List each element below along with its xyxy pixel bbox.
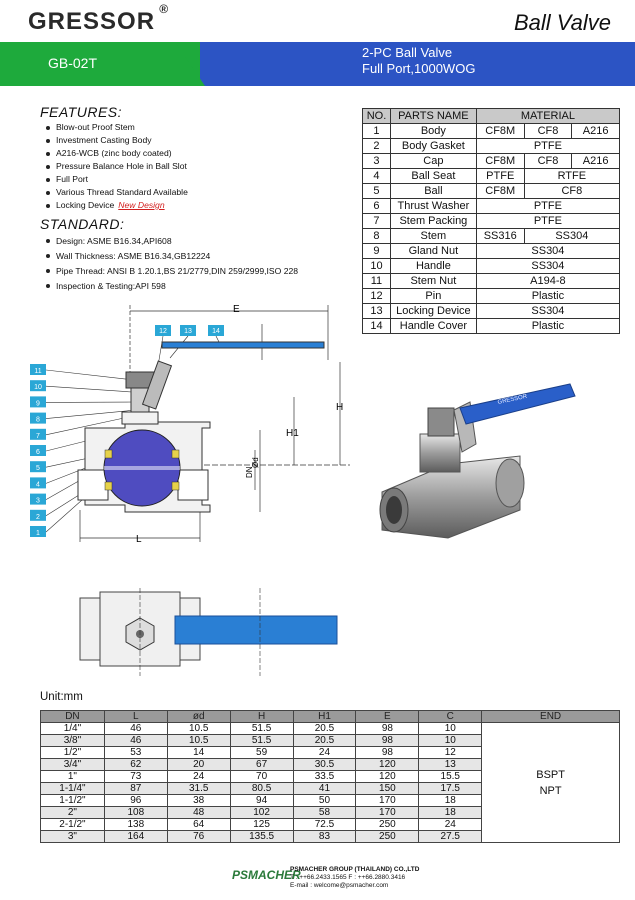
- dimension-lines: [80, 305, 350, 542]
- cell-c: 10: [419, 723, 482, 735]
- parts-table: [362, 108, 620, 334]
- parts-row: [363, 319, 620, 334]
- parts-row: [363, 169, 620, 184]
- handle-cover-section: [162, 342, 324, 348]
- callout-leader: [46, 386, 132, 392]
- standard-heading: STANDARD:: [40, 216, 125, 232]
- cell-d: 31.5: [167, 783, 230, 795]
- new-design-tag: New Design: [118, 200, 165, 210]
- cell-c: 12: [419, 747, 482, 759]
- product-subtitle: [362, 45, 475, 77]
- cell-l: 87: [104, 783, 167, 795]
- model-number: GB-02T: [48, 55, 98, 71]
- seat-top-left: [105, 450, 112, 458]
- footer-logo: PSMACHER: [232, 868, 301, 882]
- cell-d: 38: [167, 795, 230, 807]
- col-header-d: ød: [167, 711, 230, 723]
- cell-h1: 30.5: [293, 759, 356, 771]
- footer-phone: T : ++66.2433.1565 F : ++66.2880.3416: [290, 874, 406, 881]
- part-material: PTFE: [476, 139, 619, 154]
- cell-h: 51.5: [230, 723, 293, 735]
- callout-number: 14: [212, 328, 220, 335]
- cell-c: 18: [419, 807, 482, 819]
- part-name: Body Gasket: [390, 139, 476, 154]
- part-material: Plastic: [476, 319, 619, 334]
- cell-e: 250: [356, 819, 419, 831]
- photo-port-inner: [386, 496, 402, 524]
- cell-dn: 1/2": [41, 747, 105, 759]
- ball-bore: [104, 466, 180, 470]
- cell-dn: 3/8": [41, 735, 105, 747]
- part-number: 3: [363, 154, 391, 169]
- cell-dn: 1-1/4": [41, 783, 105, 795]
- cell-d: 76: [167, 831, 230, 843]
- cell-end: [482, 723, 620, 843]
- part-material: CF8: [524, 154, 572, 169]
- standard-item: Design: ASME B16.34,API608: [46, 234, 298, 249]
- cell-e: 250: [356, 831, 419, 843]
- part-material: SS304: [476, 304, 619, 319]
- unit-label: Unit:mm: [40, 691, 83, 703]
- callout-number: 6: [36, 449, 40, 456]
- part-number: 8: [363, 229, 391, 244]
- part-material: A216: [572, 124, 620, 139]
- seat-top-right: [172, 450, 179, 458]
- callout-number: 9: [36, 400, 40, 408]
- part-number: 13: [363, 304, 391, 319]
- standard-item: Inspection & Testing:API 598: [46, 279, 298, 294]
- cell-c: 17.5: [419, 783, 482, 795]
- cell-h: 102: [230, 807, 293, 819]
- callout-leader: [46, 370, 134, 380]
- parts-row: [363, 259, 620, 274]
- parts-row: [363, 304, 620, 319]
- part-name: Stem: [390, 229, 476, 244]
- parts-body: [363, 124, 620, 334]
- col-header-l: L: [104, 711, 167, 723]
- standard-list: [46, 234, 298, 294]
- cell-h1: 20.5: [293, 735, 356, 747]
- part-material: CF8M: [476, 154, 524, 169]
- cell-c: 13: [419, 759, 482, 771]
- parts-row: [363, 244, 620, 259]
- part-name: Ball Seat: [390, 169, 476, 184]
- part-number: 2: [363, 139, 391, 154]
- cell-dn: 1-1/2": [41, 795, 105, 807]
- callout-number: 7: [36, 432, 40, 440]
- features-list: [46, 121, 188, 212]
- cell-l: 46: [104, 735, 167, 747]
- cell-d: 10.5: [167, 723, 230, 735]
- cell-c: 10: [419, 735, 482, 747]
- cell-dn: 2": [41, 807, 105, 819]
- col-header-h1: H1: [293, 711, 356, 723]
- page-title: Ball Valve: [513, 10, 611, 35]
- part-material: RTFE: [524, 169, 619, 184]
- valve-top-view: [70, 588, 340, 678]
- part-number: 6: [363, 199, 391, 214]
- cell-h: 80.5: [230, 783, 293, 795]
- part-material: A194-8: [476, 274, 619, 289]
- footer-email: E-mail : welcome@psmacher.com: [290, 882, 389, 889]
- top-view-handle: [175, 616, 337, 644]
- cell-dn: 2-1/2": [41, 819, 105, 831]
- seat-bottom-right: [172, 482, 179, 490]
- parts-row: [363, 154, 620, 169]
- callout-number: 1: [36, 530, 40, 537]
- cell-e: 98: [356, 747, 419, 759]
- subtitle-line-1: 2-PC Ball Valve: [362, 45, 453, 60]
- col-header-h: H: [230, 711, 293, 723]
- cell-h: 125: [230, 819, 293, 831]
- dims-body: [41, 723, 620, 843]
- part-number: 11: [363, 274, 391, 289]
- dim-label-h: H: [336, 402, 344, 413]
- cell-e: 150: [356, 783, 419, 795]
- col-header-dn: DN: [41, 711, 105, 723]
- feature-item: Investment Casting Body: [46, 134, 188, 147]
- part-name: Handle Cover: [390, 319, 476, 334]
- cell-l: 108: [104, 807, 167, 819]
- right-port: [178, 470, 208, 500]
- callout-number: 13: [184, 328, 192, 335]
- registered-mark: ®: [159, 2, 170, 16]
- feature-item-locking: [46, 199, 188, 212]
- part-number: 5: [363, 184, 391, 199]
- cell-h: 94: [230, 795, 293, 807]
- band-green-section: [0, 42, 200, 86]
- photo-stem-nut: [428, 408, 454, 436]
- cell-e: 170: [356, 807, 419, 819]
- cell-dn: 3": [41, 831, 105, 843]
- cell-d: 10.5: [167, 735, 230, 747]
- cell-c: 15.5: [419, 771, 482, 783]
- part-material: SS304: [476, 244, 619, 259]
- feature-item: Blow-out Proof Stem: [46, 121, 188, 134]
- parts-row: [363, 139, 620, 154]
- parts-header-row: [363, 109, 620, 124]
- cell-l: 46: [104, 723, 167, 735]
- col-header-parts-name: PARTS NAME: [390, 109, 476, 124]
- part-name: Gland Nut: [390, 244, 476, 259]
- valve-photo: [370, 380, 580, 550]
- part-material: A216: [572, 154, 620, 169]
- cell-d: 24: [167, 771, 230, 783]
- photo-handle-print: GRESSOR: [497, 393, 528, 406]
- cell-h1: 20.5: [293, 723, 356, 735]
- dim-label-h1: H1: [286, 428, 299, 439]
- cell-d: 20: [167, 759, 230, 771]
- dims-header-row: [41, 711, 620, 723]
- cell-l: 138: [104, 819, 167, 831]
- cell-h1: 41: [293, 783, 356, 795]
- part-number: 7: [363, 214, 391, 229]
- callout-number: 2: [36, 513, 40, 521]
- callout-number: 3: [36, 497, 40, 505]
- feature-item: Pressure Balance Hole in Ball Slot: [46, 160, 188, 173]
- callout-10: [30, 380, 132, 392]
- bonnet: [122, 412, 158, 424]
- cell-l: 164: [104, 831, 167, 843]
- cell-l: 53: [104, 747, 167, 759]
- valve-section-drawing: [30, 300, 360, 550]
- part-name: Stem Nut: [390, 274, 476, 289]
- parts-row: [363, 274, 620, 289]
- cell-e: 170: [356, 795, 419, 807]
- part-material: CF8: [524, 124, 572, 139]
- brand-logo: [28, 2, 170, 36]
- part-name: Cap: [390, 154, 476, 169]
- col-header-material: MATERIAL: [476, 109, 619, 124]
- cell-h: 135.5: [230, 831, 293, 843]
- cell-h1: 58: [293, 807, 356, 819]
- footer-company: PSMACHER GROUP (THAILAND) CO.,LTD: [290, 866, 420, 873]
- col-header-e: E: [356, 711, 419, 723]
- part-name: Thrust Washer: [390, 199, 476, 214]
- dim-label-e: E: [233, 304, 240, 315]
- part-material: CF8M: [476, 124, 524, 139]
- parts-row: [363, 184, 620, 199]
- callout-number: 5: [36, 465, 40, 473]
- callout-number: 12: [159, 328, 167, 335]
- parts-row: [363, 199, 620, 214]
- cell-d: 48: [167, 807, 230, 819]
- parts-row: [363, 289, 620, 304]
- part-name: Handle: [390, 259, 476, 274]
- dims-row: [41, 723, 620, 735]
- part-material: PTFE: [476, 214, 619, 229]
- cell-dn: 3/4": [41, 759, 105, 771]
- col-header-no: NO.: [363, 109, 391, 124]
- cell-d: 64: [167, 819, 230, 831]
- cell-h1: 33.5: [293, 771, 356, 783]
- cell-h1: 24: [293, 747, 356, 759]
- cell-h: 67: [230, 759, 293, 771]
- feature-item: Full Port: [46, 173, 188, 186]
- cell-d: 14: [167, 747, 230, 759]
- feature-item: Various Thread Standard Available: [46, 186, 188, 199]
- end-type-bspt: BSPT: [536, 768, 565, 781]
- col-header-end: END: [482, 711, 620, 723]
- cell-l: 73: [104, 771, 167, 783]
- dim-label-d: Ød: [251, 457, 260, 468]
- cell-h: 59: [230, 747, 293, 759]
- part-number: 1: [363, 124, 391, 139]
- cell-c: 27.5: [419, 831, 482, 843]
- cell-l: 62: [104, 759, 167, 771]
- part-material: Plastic: [476, 289, 619, 304]
- part-number: 10: [363, 259, 391, 274]
- left-port: [78, 470, 108, 500]
- part-number: 4: [363, 169, 391, 184]
- callout-8: [30, 410, 136, 424]
- part-material: CF8M: [476, 184, 524, 199]
- callout-number: 8: [36, 416, 40, 424]
- parts-row: [363, 214, 620, 229]
- part-material: CF8: [524, 184, 619, 199]
- part-name: Body: [390, 124, 476, 139]
- dimensions-table: [40, 710, 620, 843]
- cell-e: 120: [356, 771, 419, 783]
- photo-port-right: [496, 459, 524, 507]
- part-name: Ball: [390, 184, 476, 199]
- features-heading: FEATURES:: [40, 104, 123, 120]
- parts-row: [363, 229, 620, 244]
- cell-h: 70: [230, 771, 293, 783]
- part-material: SS304: [524, 229, 619, 244]
- col-header-c: C: [419, 711, 482, 723]
- feature-item: A216-WCB (zinc body coated): [46, 147, 188, 160]
- part-number: 12: [363, 289, 391, 304]
- standard-item: Wall Thickness: ASME B16.34,GB12224: [46, 249, 298, 264]
- dim-label-l: L: [136, 534, 142, 545]
- photo-bonnet: [420, 434, 460, 472]
- cell-e: 98: [356, 735, 419, 747]
- cell-h1: 83: [293, 831, 356, 843]
- photo-handle: [460, 384, 575, 424]
- dim-label-dn: DN: [245, 466, 254, 478]
- cell-e: 98: [356, 723, 419, 735]
- cell-h1: 72.5: [293, 819, 356, 831]
- cell-c: 24: [419, 819, 482, 831]
- cell-dn: 1/4": [41, 723, 105, 735]
- part-material: SS316: [476, 229, 524, 244]
- callout-9: [30, 396, 134, 407]
- callout-leader: [46, 500, 82, 532]
- end-type-npt: NPT: [539, 784, 562, 797]
- part-name: Pin: [390, 289, 476, 304]
- part-name: Locking Device: [390, 304, 476, 319]
- feature-item-label: Locking Device: [56, 200, 115, 210]
- part-material: SS304: [476, 259, 619, 274]
- callout-number: 4: [36, 481, 40, 489]
- part-number: 14: [363, 319, 391, 334]
- parts-row: [363, 124, 620, 139]
- callout-14: [208, 325, 224, 344]
- footer-contact: [290, 866, 419, 890]
- cell-l: 96: [104, 795, 167, 807]
- part-material: PTFE: [476, 199, 619, 214]
- part-material: PTFE: [476, 169, 524, 184]
- cell-dn: 1": [41, 771, 105, 783]
- title-band: [0, 42, 635, 86]
- cell-e: 120: [356, 759, 419, 771]
- callout-number: 11: [34, 368, 42, 375]
- top-view-left-end: [80, 598, 100, 660]
- subtitle-line-2: Full Port,1000WOG: [362, 61, 476, 76]
- brand-name: GRESSOR: [28, 8, 156, 35]
- callout-number: 10: [34, 384, 42, 392]
- standard-item: Pipe Thread: ANSI B 1.20.1,BS 21/2779,DIN 259/2999,ISO 228: [46, 264, 298, 279]
- cell-h: 51.5: [230, 735, 293, 747]
- part-number: 9: [363, 244, 391, 259]
- cell-h1: 50: [293, 795, 356, 807]
- part-name: Stem Packing: [390, 214, 476, 229]
- callout-11: [30, 364, 134, 380]
- seat-bottom-left: [105, 482, 112, 490]
- cell-c: 18: [419, 795, 482, 807]
